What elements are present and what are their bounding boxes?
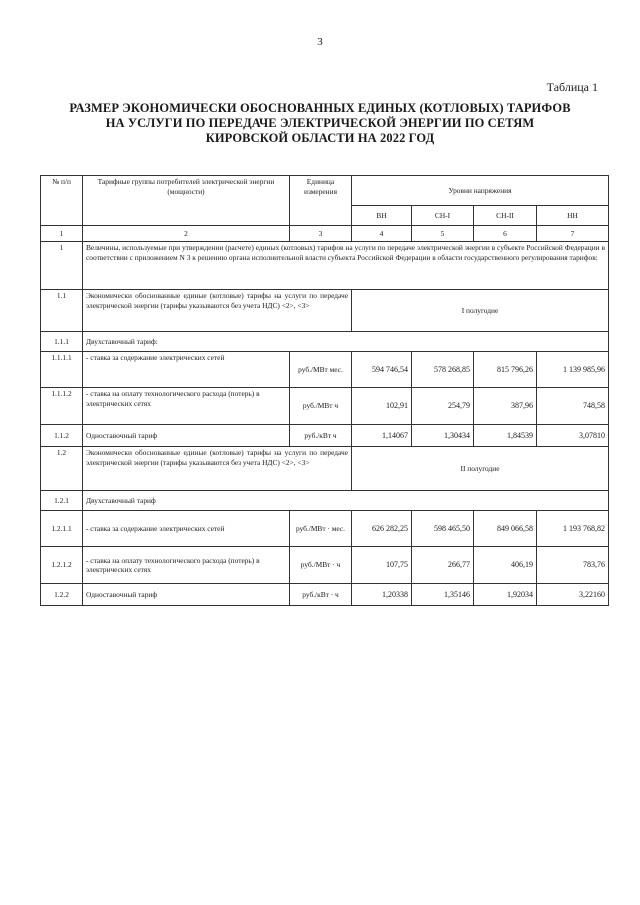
value-nn: 1 139 985,96 [537, 352, 609, 388]
table-row [41, 547, 609, 584]
row-num: 1.2.1.1 [41, 511, 83, 547]
row-num: 1.2 [41, 447, 83, 491]
page-number: 3 [317, 36, 323, 48]
two-part-row [41, 332, 609, 352]
value-vn: 594 746,54 [352, 352, 412, 388]
value-sn1: 578 268,85 [412, 352, 474, 388]
tariff-table [40, 175, 609, 606]
row-label: Одноставочный тариф [83, 584, 290, 606]
row-num: 1.2.2 [41, 584, 83, 606]
col-number: 6 [474, 226, 537, 242]
header-level-sn1: СН-I [412, 206, 474, 226]
header-row [41, 176, 609, 206]
row-label: - ставка на оплату технологического расхода (потерь) в электрических сетях [83, 388, 290, 425]
title-line-2: НА УСЛУГИ ПО ПЕРЕДАЧЕ ЭЛЕКТРИЧЕСКОЙ ЭНЕРГИИ ПО СЕТЯМ [105, 116, 535, 130]
value-nn: 1 193 768,82 [537, 511, 609, 547]
value-vn: 626 282,25 [352, 511, 412, 547]
header-level-nn: НН [537, 206, 609, 226]
value-vn: 102,91 [352, 388, 412, 425]
header-level-sn2: СН-II [474, 206, 537, 226]
title-line-1: РАЗМЕР ЭКОНОМИЧЕСКИ ОБОСНОВАННЫХ ЕДИНЫХ (КОТЛОВЫХ) ТАРИФОВ [69, 101, 571, 115]
value-sn1: 1,30434 [412, 425, 474, 447]
row-num: 1.1.2 [41, 425, 83, 447]
header-num: № п/п [41, 176, 83, 226]
row-unit: руб./кВт · ч [290, 584, 352, 606]
row-num: 1.1.1.2 [41, 388, 83, 425]
col-number: 7 [537, 226, 609, 242]
value-sn1: 254,79 [412, 388, 474, 425]
row-unit: руб./МВт · ч [290, 547, 352, 584]
col-number: 3 [290, 226, 352, 242]
table-row [41, 425, 609, 447]
section-row [41, 242, 609, 290]
row-label: Одноставочный тариф [83, 425, 290, 447]
row-label: - ставка за содержание электрических сетей [83, 511, 290, 547]
period-label: II полугодие [352, 447, 609, 491]
row-unit: руб./МВт · мес. [290, 511, 352, 547]
period-label: I полугодие [352, 290, 609, 332]
section-text: Величины, используемые при утверждении (расчете) единых (котловых) тарифов на услуги по передаче электрической энергии в субъекте Российской Федерации в соответствии с приложением N 3 к решению органа исполнительной власти субъекта Российской Федерации в области государственного регулирования тарифов: [83, 242, 609, 290]
col-number: 4 [352, 226, 412, 242]
row-num: 1.2.1.2 [41, 547, 83, 584]
col-number: 2 [83, 226, 290, 242]
period-description: Экономически обоснованные единые (котловые) тарифы на услуги по передаче электрической энергии (тарифы указываются без учета НДС) <2>, <3> [83, 290, 352, 332]
value-sn2: 815 796,26 [474, 352, 537, 388]
period-row [41, 290, 609, 332]
period-description: Экономически обоснованные единые (котловые) тарифы на услуги по передаче электрической энергии (тарифы указываются без учета НДС) <2>, <3> [83, 447, 352, 491]
value-nn: 3,07810 [537, 425, 609, 447]
table-row [41, 352, 609, 388]
row-num: 1.1 [41, 290, 83, 332]
value-sn1: 1,35146 [412, 584, 474, 606]
header-unit: Единица измерения [290, 176, 352, 226]
row-label: - ставка на оплату технологического расхода (потерь) в электрических сетях [83, 547, 290, 584]
row-num: 1 [41, 242, 83, 290]
table-row [41, 511, 609, 547]
col-number: 5 [412, 226, 474, 242]
document-title [50, 101, 590, 146]
value-sn2: 1,92034 [474, 584, 537, 606]
table-row [41, 584, 609, 606]
table-row [41, 388, 609, 425]
two-part-row [41, 491, 609, 511]
col-number: 1 [41, 226, 83, 242]
value-vn: 1,14067 [352, 425, 412, 447]
value-sn1: 266,77 [412, 547, 474, 584]
value-sn2: 849 066,58 [474, 511, 537, 547]
row-unit: руб./МВт ч [290, 388, 352, 425]
two-part-label: Двухставочный тариф [83, 491, 609, 511]
header-group: Тарифные группы потребителей электрической энергии (мощности) [83, 176, 290, 226]
row-unit: руб./кВт ч [290, 425, 352, 447]
row-num: 1.2.1 [41, 491, 83, 511]
two-part-label: Двухставочный тариф: [83, 332, 609, 352]
value-nn: 783,76 [537, 547, 609, 584]
value-sn2: 387,96 [474, 388, 537, 425]
row-num: 1.1.1.1 [41, 352, 83, 388]
row-num: 1.1.1 [41, 332, 83, 352]
column-numbers-row [41, 226, 609, 242]
period-row [41, 447, 609, 491]
row-label: - ставка за содержание электрических сетей [83, 352, 290, 388]
title-line-3: КИРОВСКОЙ ОБЛАСТИ НА 2022 ГОД [205, 131, 435, 145]
value-nn: 3,22160 [537, 584, 609, 606]
value-sn2: 1,84539 [474, 425, 537, 447]
row-unit: руб./МВт мес. [290, 352, 352, 388]
value-vn: 1,20338 [352, 584, 412, 606]
value-vn: 107,75 [352, 547, 412, 584]
value-sn1: 598 465,50 [412, 511, 474, 547]
value-nn: 748,58 [537, 388, 609, 425]
value-sn2: 406,19 [474, 547, 537, 584]
header-level-vn: ВН [352, 206, 412, 226]
header-voltage: Уровни напряжения [352, 176, 609, 206]
table-label: Таблица 1 [546, 80, 598, 94]
